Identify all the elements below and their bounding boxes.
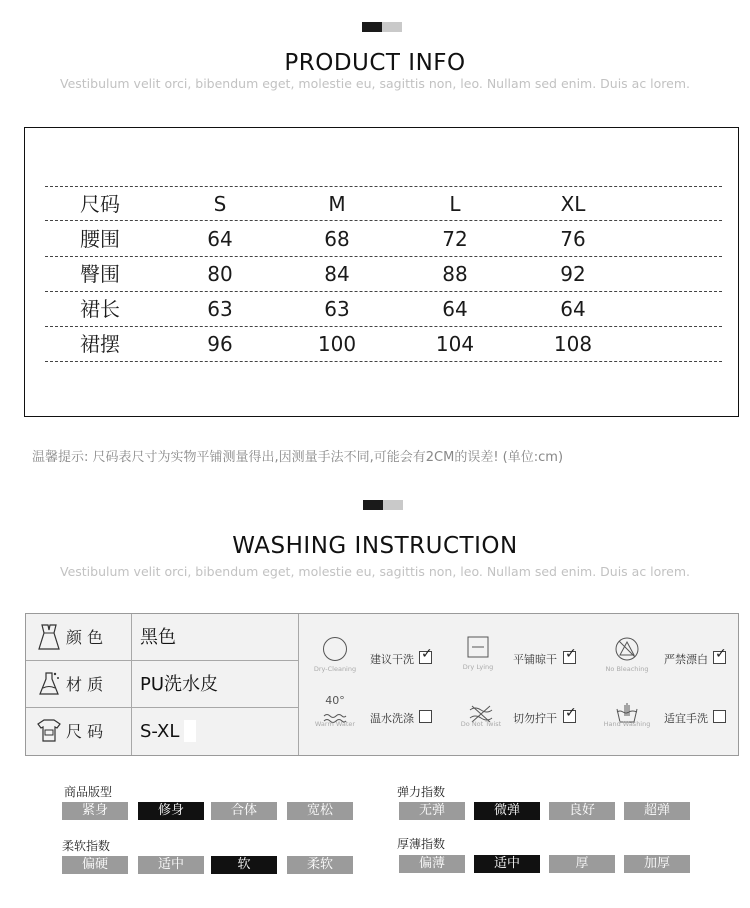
softness-option: 适中	[138, 856, 204, 874]
attribute-value: PU洗水皮	[140, 674, 219, 695]
washing-instruction-subtitle: Vestibulum velit orci, bibendum eget, molestie eu, sagittis non, leo. Nullam sed enim. Duis ac lorem.	[60, 564, 690, 579]
no-wring-item	[456, 696, 506, 740]
table-cell: 100	[317, 332, 357, 356]
table-cell: 96	[207, 332, 233, 356]
care-checkbox[interactable]	[419, 710, 432, 723]
table-row	[45, 222, 722, 257]
dry-clean-item	[310, 632, 360, 676]
attribute-value: 黑色	[140, 627, 176, 648]
table-cell: 64	[560, 297, 586, 321]
care-checkbox[interactable]	[713, 646, 727, 664]
care-label: 建议干洗	[370, 653, 414, 666]
size-note: 温馨提示: 尺码表尺寸为实物平铺测量得出,因测量手法不同,可能会有2CM的误差! (单位:cm)	[32, 450, 564, 465]
care-checkbox[interactable]	[563, 705, 577, 723]
care-caption: Warm Water	[314, 720, 356, 728]
fabric-icon	[34, 669, 64, 699]
table-cell: 80	[207, 262, 233, 286]
table-row	[45, 327, 722, 362]
care-label: 温水洗涤	[370, 712, 414, 725]
fit-option: 修身	[138, 802, 204, 820]
care-caption: Do Not Twist	[460, 720, 502, 728]
size-header-cell: 尺码	[80, 192, 120, 216]
fit-option: 宽松	[287, 802, 353, 820]
table-cell: 84	[324, 262, 350, 286]
dry-flat-item	[453, 630, 503, 674]
section-divider-mark	[362, 22, 402, 32]
dry-clean-icon	[322, 636, 348, 662]
table-cell: 76	[560, 227, 586, 251]
care-caption: Hand Washing	[603, 720, 651, 728]
warm-water-item	[310, 696, 360, 740]
care-caption: Dry Lying	[462, 663, 494, 671]
section-divider-mark	[363, 500, 403, 510]
thickness-option: 适中	[474, 855, 540, 873]
table-cell: 63	[207, 297, 233, 321]
care-label: 切勿拧干	[513, 712, 557, 725]
care-checkbox[interactable]	[713, 710, 726, 723]
elasticity-option: 超弹	[624, 802, 690, 820]
care-label: 适宜手洗	[664, 712, 708, 725]
size-header-cell: XL	[560, 192, 586, 216]
table-cell: 88	[442, 262, 468, 286]
size-header-cell: M	[328, 192, 346, 216]
dress-icon	[34, 622, 64, 652]
thickness-option: 加厚	[624, 855, 690, 873]
check-mark: ✓	[565, 646, 577, 662]
softness-option: 软	[211, 856, 277, 874]
hand-wash-item	[602, 696, 652, 740]
attribute-list	[26, 614, 298, 755]
size-tag-icon	[34, 716, 64, 746]
table-cell: 108	[553, 332, 593, 356]
care-label: 平铺晾干	[513, 653, 557, 666]
attribute-row-size	[26, 708, 298, 755]
thickness-option: 偏薄	[399, 855, 465, 873]
care-caption: Dry-Cleaning	[313, 665, 357, 673]
table-cell: 72	[442, 227, 468, 251]
table-cell: 64	[207, 227, 233, 251]
care-caption: No Bleaching	[605, 665, 649, 673]
check-mark: ✓	[421, 646, 433, 662]
row-label: 裙摆	[80, 332, 120, 356]
no-bleach-item	[602, 632, 652, 676]
size-table	[24, 127, 739, 417]
elasticity-index-title: 弹力指数	[397, 785, 446, 799]
elasticity-option: 良好	[549, 802, 615, 820]
fit-option: 合体	[211, 802, 277, 820]
product-info-subtitle: Vestibulum velit orci, bibendum eget, molestie eu, sagittis non, leo. Nullam sed enim. Duis ac lorem.	[60, 76, 690, 91]
thickness-index-title: 厚薄指数	[397, 837, 446, 851]
check-mark: ✓	[565, 705, 577, 721]
table-row	[45, 292, 722, 327]
no-bleach-icon	[614, 636, 640, 662]
fit-index-title: 商品版型	[64, 785, 113, 799]
warm-water-temp: 40°	[325, 694, 345, 707]
table-row	[45, 257, 722, 292]
fit-option: 紧身	[62, 802, 128, 820]
softness-index-title: 柔软指数	[62, 839, 111, 853]
elasticity-option: 微弹	[474, 802, 540, 820]
care-checkbox[interactable]	[419, 646, 433, 664]
check-mark: ✓	[715, 646, 727, 662]
attribute-label: 颜 色	[66, 628, 104, 647]
care-label: 严禁漂白	[664, 653, 708, 666]
size-header-cell: L	[449, 192, 461, 216]
washing-instruction-title: WASHING INSTRUCTION	[232, 533, 518, 559]
softness-option: 柔软	[287, 856, 353, 874]
attribute-label: 尺 码	[66, 722, 104, 741]
row-label: 裙长	[80, 297, 120, 321]
softness-option: 偏硬	[62, 856, 128, 874]
thickness-option: 厚	[549, 855, 615, 873]
washing-panel	[25, 613, 739, 756]
table-cell: 68	[324, 227, 350, 251]
table-cell: 63	[324, 297, 350, 321]
product-info-title: PRODUCT INFO	[284, 50, 466, 76]
attribute-value: S-XL	[140, 721, 180, 742]
row-label: 臀围	[80, 262, 120, 286]
size-table-header-row	[45, 186, 722, 221]
elasticity-option: 无弹	[399, 802, 465, 820]
row-label: 腰围	[80, 227, 120, 251]
care-checkbox[interactable]	[563, 646, 577, 664]
attribute-row-material	[26, 661, 298, 708]
table-cell: 104	[435, 332, 475, 356]
attribute-label: 材 质	[66, 675, 104, 694]
table-cell: 64	[442, 297, 468, 321]
table-cell: 92	[560, 262, 586, 286]
attribute-row-color	[26, 614, 298, 661]
size-header-cell: S	[213, 192, 227, 216]
dry-flat-icon	[465, 634, 491, 660]
